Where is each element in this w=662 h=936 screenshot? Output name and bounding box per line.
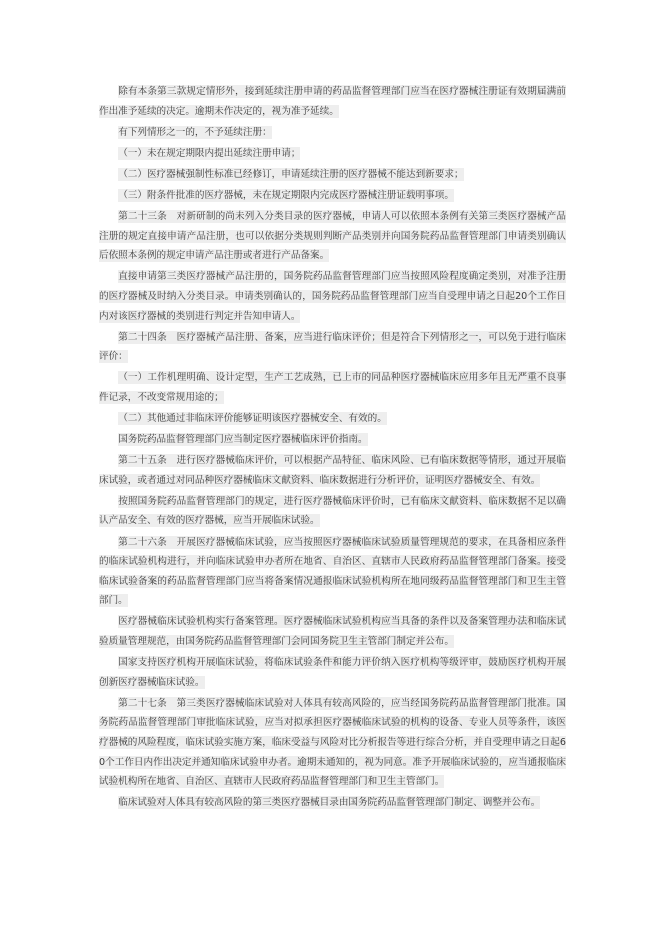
paragraph-text: 有下列情形之一的，不予延续注册：	[118, 126, 272, 138]
paragraph	[99, 165, 566, 185]
paragraph	[99, 430, 566, 450]
paragraph	[99, 207, 566, 266]
paragraph	[99, 267, 566, 326]
paragraph	[99, 186, 566, 206]
paragraph-text: 医疗器械临床试验机构实行备案管理。医疗器械临床试验机构应当具备的条件以及备案管理办法和临床试验质量管理规范，由国务院药品监督管理部门会同国务院卫生主管部门制定并公布。	[99, 616, 566, 648]
paragraph	[99, 144, 566, 164]
paragraph-text: 除有本条第三款规定情形外，接到延续注册申请的药品监督管理部门应当在医疗器械注册证有效期届满前作出准予延续的决定。逾期未作决定的，视为准予延续。	[99, 86, 566, 117]
paragraph-text: （二）医疗器械强制性标准已经修订，申请延续注册的医疗器械不能达到新要求；	[118, 168, 464, 180]
paragraph	[99, 694, 566, 792]
paragraph	[99, 82, 566, 121]
paragraph	[99, 368, 566, 407]
paragraph	[99, 328, 566, 367]
paragraph	[99, 492, 566, 531]
paragraph-text: （一）工作机理明确、设计定型，生产工艺成熟，已上市的同品种医疗器械临床应用多年且无严重不良事件记录，不改变常规用途的；	[99, 372, 566, 403]
paragraph-text: （一）未在规定期限内提出延续注册申请；	[118, 147, 301, 159]
paragraph-text: 按照国务院药品监督管理部门的规定，进行医疗器械临床评价时，已有临床文献资料、临床数据不足以确认产品安全、有效的医疗器械，应当开展临床试验。	[99, 495, 566, 527]
paragraph	[99, 123, 566, 143]
paragraph-text: 国务院药品监督管理部门应当制定医疗器械临床评价指南。	[118, 434, 368, 446]
paragraph-text: 临床试验对人体具有较高风险的第三类医疗器械目录由国务院药品监督管理部门制定、调整并公布。	[118, 797, 541, 809]
paragraph-text: （二）其他通过非临床评价能够证明该医疗器械安全、有效的。	[118, 413, 387, 424]
paragraph	[99, 409, 566, 429]
paragraph	[99, 793, 566, 813]
paragraph-text: 第二十四条 医疗器械产品注册、备案，应当进行临床评价；但是符合下列情形之一，可以免于进行临床评价：	[99, 331, 566, 363]
paragraph-text: 第二十五条 进行医疗器械临床评价，可以根据产品特征、临床风险、已有临床数据等情形，通过开展临床试验，或者通过对同品种医疗器械临床文献资料、临床数据进行分析评价，证明医疗器械安全、有效。	[99, 455, 566, 486]
paragraph	[99, 451, 566, 490]
paragraph-text: 国家支持医疗机构开展临床试验，将临床试验条件和能力评价纳入医疗机构等级评审，鼓励医疗机构开展创新医疗器械临床试验。	[99, 657, 566, 688]
paragraph	[99, 612, 566, 651]
paragraph-text: （三）附条件批准的医疗器械，未在规定期限内完成医疗器械注册证载明事项。	[118, 189, 454, 201]
paragraph-text: 第二十七条 第三类医疗器械临床试验对人体具有较高风险的，应当经国务院药品监督管理部门批准。国务院药品监督管理部门审批临床试验，应当对拟承担医疗器械临床试验的机构的设备、专业人员等条件，该医疗器械的风险程度，临床试验实施方案，临床受益与风险对比分析报告等进行综合分析，并自受理申请之日起60个工作日内作出决定并通知临床试验申办者。逾期未通知的，视为同意。准予开展临床试验的，应当通报临床试验机构所在地省、自治区、直辖市人民政府药品监督管理部门和卫生主管部门。	[99, 697, 566, 788]
paragraph	[99, 653, 566, 692]
paragraph-text: 直接申请第三类医疗器械产品注册的，国务院药品监督管理部门应当按照风险程度确定类别，对准予注册的医疗器械及时纳入分类目录。申请类别确认的，国务院药品监督管理部门应当自受理申请之日起20个工作日内对该医疗器械的类别进行判定并告知申请人。	[99, 271, 566, 322]
paragraph	[99, 533, 566, 611]
paragraph-text: 第二十三条 对新研制的尚未列入分类目录的医疗器械，申请人可以依照本条例有关第三类医疗器械产品注册的规定直接申请产品注册，也可以依据分类规则判断产品类别并向国务院药品监督管理部门申请类别确认后依照本条例的规定申请产品注册或者进行产品备案。	[99, 211, 566, 262]
paragraph-text: 第二十六条 开展医疗器械临床试验，应当按照医疗器械临床试验质量管理规范的要求，在具备相应条件的临床试验机构进行，并向临床试验申办者所在地省、自治区、直辖市人民政府药品监督管理部门备案。接受临床试验备案的药品监督管理部门应当将备案情况通报临床试验机构所在地同级药品监督管理部门和卫生主管部门。	[99, 536, 566, 607]
